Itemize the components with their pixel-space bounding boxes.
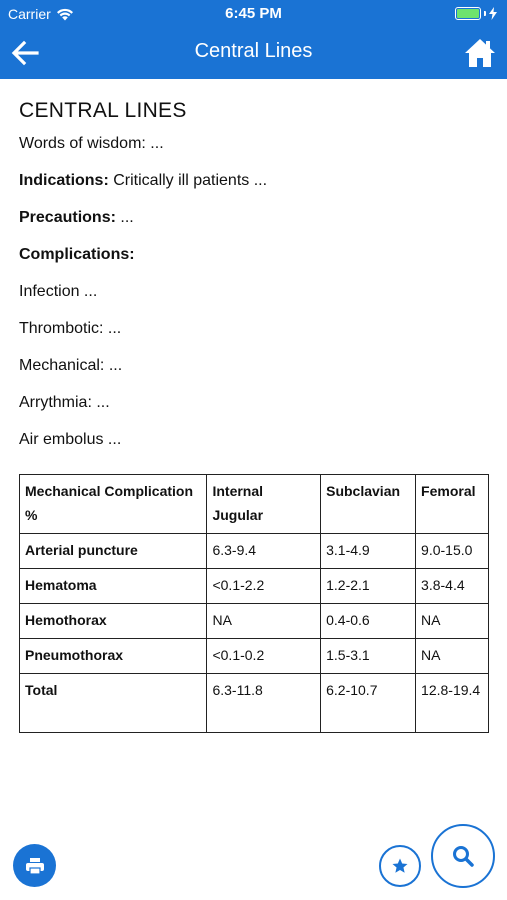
table-row [20,534,489,569]
search-button[interactable] [431,824,495,888]
mechanical-line: Mechanical: ... [19,357,123,374]
table-cell: 6.3-11.8 [207,674,321,733]
table-cell: NA [416,639,489,674]
complications-line [19,246,488,283]
navigation-bar [0,28,507,79]
table-row [20,604,489,639]
indications-text: Critically ill patients ... [108,172,268,189]
table-header-cell: Subclavian [321,475,416,534]
print-icon [25,857,45,875]
clock: 6:45 PM [225,5,282,22]
words-of-wisdom: Words of wisdom: ... [19,135,164,152]
table-cell: 3.8-4.4 [416,569,489,604]
arrythmia-line: Arrythmia: ... [19,394,110,411]
table-total-row [20,674,489,733]
article-heading: CENTRAL LINES [19,99,187,122]
table-row-label: Hematoma [20,569,207,604]
battery-icon [455,7,497,20]
table-cell: 0.4-0.6 [321,604,416,639]
table-row-label: Hemothorax [20,604,207,639]
table-cell: 1.5-3.1 [321,639,416,674]
table-header-cell: Internal Jugular [207,475,321,534]
table-header-row [20,475,489,534]
table-header-cell: Mechanical Complication % [20,475,207,534]
table-cell: NA [207,604,321,639]
precautions-label: Precautions: [19,209,116,226]
charging-bolt-icon [489,7,497,20]
table-cell: NA [416,604,489,639]
precautions-text: ... [115,209,134,226]
favorite-button[interactable] [379,845,421,887]
star-icon [391,857,409,875]
status-bar [0,0,507,28]
complications-table [19,474,489,733]
table-cell: 12.8-19.4 [416,674,489,733]
app-header [0,0,507,79]
thrombotic-line: Thrombotic: ... [19,320,122,337]
table-cell: 1.2-2.1 [321,569,416,604]
table-cell: <0.1-2.2 [207,569,321,604]
table-cell: 6.2-10.7 [321,674,416,733]
table-row-label: Pneumothorax [20,639,207,674]
table-cell: 3.1-4.9 [321,534,416,569]
table-header-cell: Femoral [416,475,489,534]
table-row-label: Total [20,674,207,733]
home-icon[interactable] [463,36,497,70]
indications-label: Indications: [19,172,109,189]
page-title: Central Lines [194,40,313,62]
table-cell: 6.3-9.4 [207,534,321,569]
table-cell: 9.0-15.0 [416,534,489,569]
carrier-label: Carrier [8,6,51,22]
table-row [20,569,489,604]
complications-label: Complications: [19,246,135,263]
table-row [20,639,489,674]
indications-line [19,172,488,209]
article-content [0,79,507,733]
precautions-line [19,209,488,246]
air-embolus-line: Air embolus ... [19,431,122,448]
search-icon [451,844,475,868]
print-button[interactable] [13,844,56,887]
table-row-label: Arterial puncture [20,534,207,569]
table-cell: <0.1-0.2 [207,639,321,674]
infection-line: Infection ... [19,283,98,300]
